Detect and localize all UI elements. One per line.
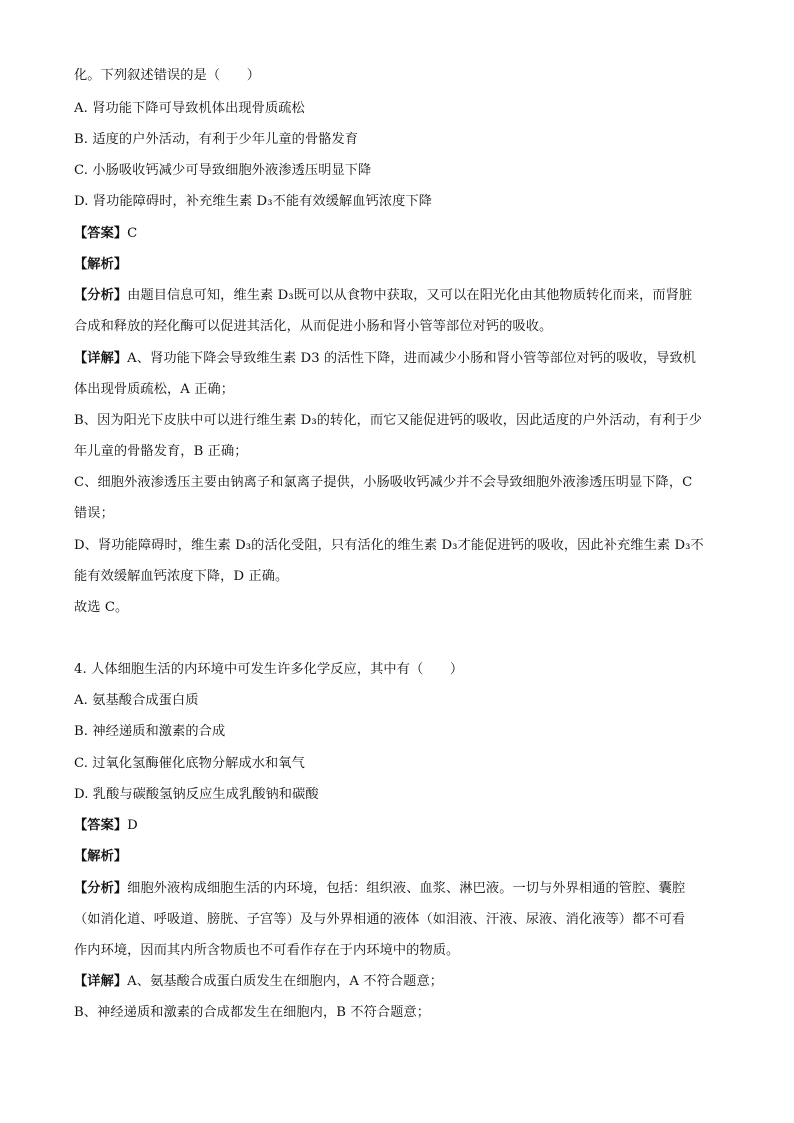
q4-xiangjie-line-1 bbox=[74, 973, 734, 991]
fenxi-text: 由题目信息可知，维生素 D₃既可以从食物中获取，又可以在阳光化由其他物质转化而来，而肾脏 bbox=[127, 288, 693, 303]
q3-xiangjie-line-4: 年儿童的骨骼发育，B 正确； bbox=[74, 444, 248, 459]
q3-option-a: A. 肾功能下降可导致机体出现骨质疏松 bbox=[74, 101, 305, 116]
q3-xiangjie-line-3: B、因为阳光下皮肤中可以进行维生素 D₃的转化，而它又能促进钙的吸收，因此适度的户外活动，有利于少 bbox=[74, 413, 703, 428]
answer-tag: 【答案】 bbox=[74, 818, 128, 833]
q3-conclusion: 故选 C。 bbox=[74, 600, 129, 615]
xiangjie-tag: 【详解】 bbox=[74, 974, 128, 989]
xiangjie-text: A、肾功能下降会导致维生素 D3 的活性下降，进而减少小肠和肾小管等部位对钙的吸收，导致机 bbox=[127, 351, 697, 366]
q3-stem-tail: 化。下列叙述错误的是（ ） bbox=[74, 68, 261, 83]
q4-option-b: B. 神经递质和激素的合成 bbox=[74, 724, 226, 739]
q3-option-c: C. 小肠吸收钙减少可导致细胞外液渗透压明显下降 bbox=[74, 163, 372, 178]
fenxi-tag: 【分析】 bbox=[74, 881, 128, 896]
q4-xiangjie-line-2: B、神经递质和激素的合成都发生在细胞内，B 不符合题意； bbox=[74, 1005, 431, 1020]
q4-fenxi-line-2: （如消化道、呼吸道、膀胱、子宫等）及与外界相通的液体（如泪液、汗液、尿液、消化液等）都不可看 bbox=[74, 912, 686, 927]
answer-tag: 【答案】 bbox=[74, 226, 128, 241]
q3-answer-line bbox=[74, 225, 734, 243]
answer-value: D bbox=[127, 818, 138, 833]
q3-xiangjie-line-6: 错误； bbox=[74, 506, 114, 521]
analysis-tag: 【解析】 bbox=[74, 849, 128, 864]
q3-xiangjie-line-8: 能有效缓解血钙浓度下降，D 正确。 bbox=[74, 569, 289, 584]
q4-option-a: A. 氨基酸合成蛋白质 bbox=[74, 693, 199, 708]
fenxi-text: 细胞外液构成细胞生活的内环境，包括：组织液、血浆、淋巴液。一切与外界相通的管腔、囊腔 bbox=[127, 881, 686, 896]
q3-option-d: D. 肾功能障碍时，补充维生素 D₃不能有效缓解血钙浓度下降 bbox=[74, 194, 433, 209]
q3-fenxi-line-2: 合成和释放的羟化酶可以促进其活化，从而促进小肠和肾小管等部位对钙的吸收。 bbox=[74, 319, 553, 334]
xiangjie-text: A、氨基酸合成蛋白质发生在细胞内，A 不符合题意； bbox=[127, 974, 444, 989]
q4-fenxi-line-1 bbox=[74, 880, 734, 898]
q3-xiangjie-line-2: 体出现骨质疏松，A 正确； bbox=[74, 382, 235, 397]
q3-xiangjie-line-7: D、肾功能障碍时，维生素 D₃的活化受阻，只有活化的维生素 D₃才能促进钙的吸收，因此补充维生素 D₃不 bbox=[74, 538, 704, 553]
answer-value: C bbox=[127, 226, 138, 241]
q4-answer-line bbox=[74, 817, 734, 835]
analysis-tag: 【解析】 bbox=[74, 257, 128, 272]
q4-option-c: C. 过氧化氢酶催化底物分解成水和氧气 bbox=[74, 756, 305, 771]
q3-xiangjie-line-1 bbox=[74, 350, 734, 368]
q4-option-d: D. 乳酸与碳酸氢钠反应生成乳酸钠和碳酸 bbox=[74, 787, 319, 802]
xiangjie-tag: 【详解】 bbox=[74, 351, 128, 366]
fenxi-tag: 【分析】 bbox=[74, 288, 128, 303]
q3-option-b: B. 适度的户外活动，有利于少年儿童的骨骼发育 bbox=[74, 132, 359, 147]
q3-analysis-heading bbox=[74, 256, 734, 274]
q4-analysis-heading bbox=[74, 848, 734, 866]
q3-fenxi-line-1 bbox=[74, 287, 734, 305]
q4-fenxi-line-3: 作内环境，因而其内所含物质也不可看作存在于内环境中的物质。 bbox=[74, 943, 460, 958]
q4-stem: 4. 人体细胞生活的内环境中可发生许多化学反应，其中有（ ） bbox=[74, 662, 464, 677]
q3-xiangjie-line-5: C、细胞外液渗透压主要由钠离子和氯离子提供，小肠吸收钙减少并不会导致细胞外液渗透压明显下降，C bbox=[74, 475, 693, 490]
